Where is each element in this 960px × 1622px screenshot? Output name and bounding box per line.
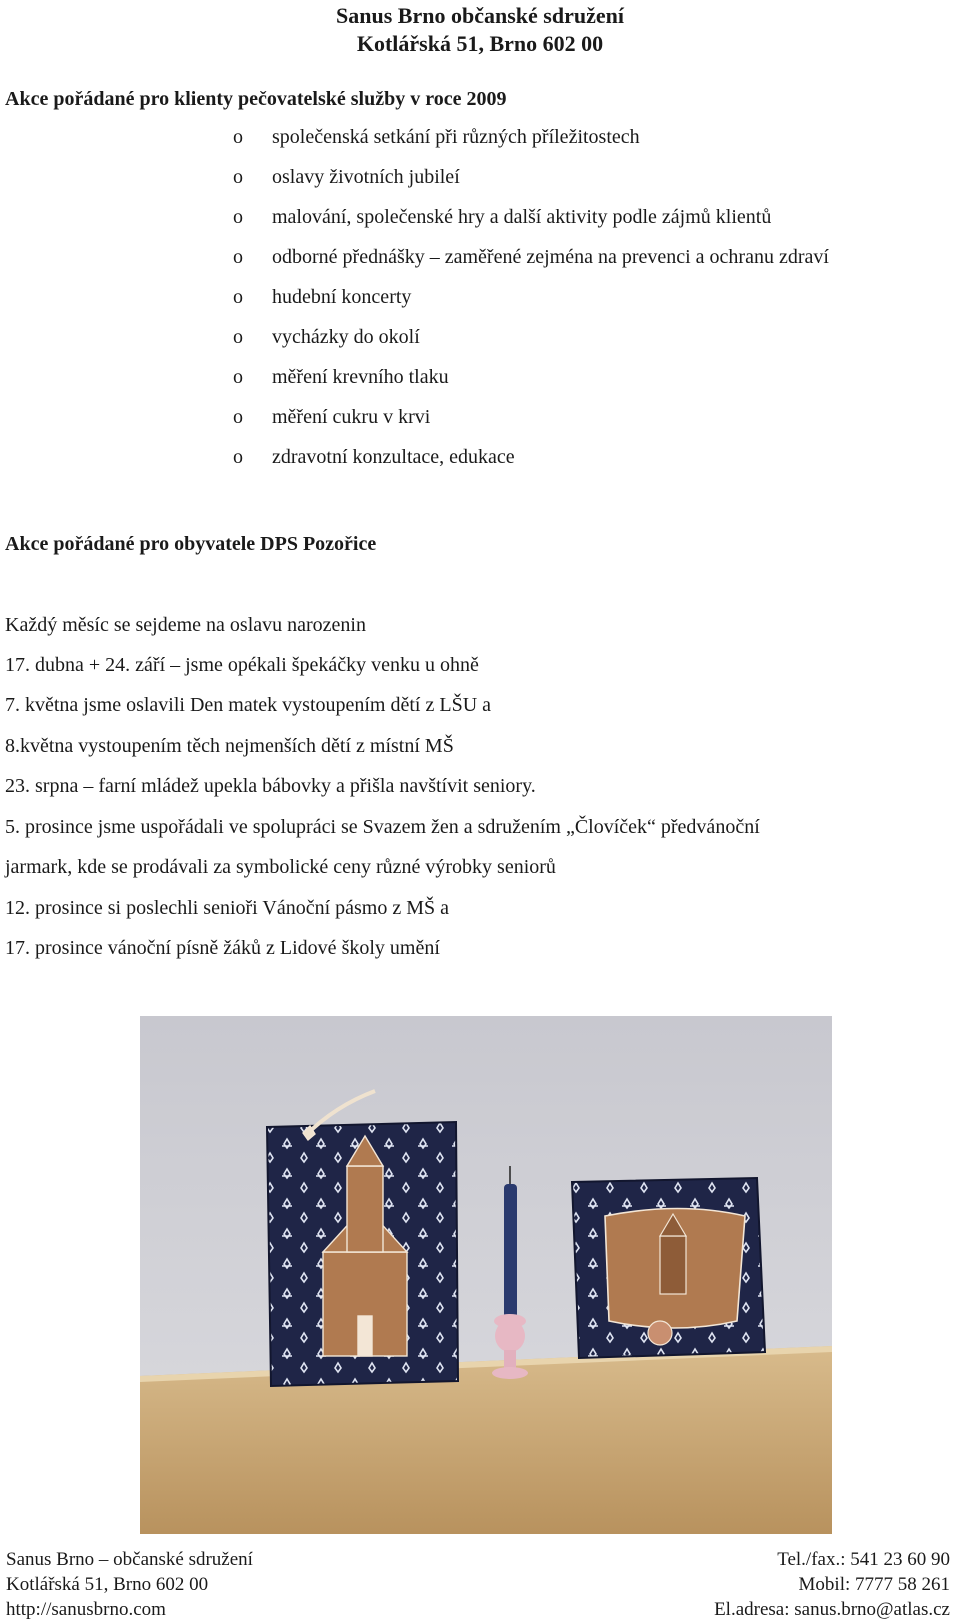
footer-address: Kotlářská 51, Brno 602 00 — [6, 1574, 209, 1595]
paragraph-line: 17. prosince vánoční písně žáků z Lidové školy umění — [5, 937, 440, 959]
photo-illustration — [140, 1016, 832, 1534]
photo-christmas-decorations — [140, 1016, 832, 1534]
bullet: o — [233, 206, 243, 228]
list-item: o zdravotní konzultace, edukace — [233, 446, 515, 468]
footer-mobile: Mobil: 7777 58 261 — [798, 1574, 950, 1595]
bullet: o — [233, 166, 243, 188]
footer-email: El.adresa: sanus.brno@atlas.cz — [714, 1599, 950, 1620]
bullet: o — [233, 246, 243, 268]
list-item: o hudební koncerty — [233, 286, 412, 308]
paragraph-line: 23. srpna – farní mládež upekla bábovky a přišla navštívit seniory. — [5, 775, 536, 797]
paragraph-line: Každý měsíc se sejdeme na oslavu narozenin — [5, 614, 366, 636]
bullet: o — [233, 126, 243, 148]
paragraph-line: 17. dubna + 24. září – jsme opékali špekáčky venku u ohně — [5, 654, 479, 676]
paragraph-line: 5. prosince jsme uspořádali ve spolupráci se Svazem žen a sdružením „Človíček“ předvánoční — [5, 816, 760, 838]
list-item: o měření cukru v krvi — [233, 406, 431, 428]
list-item: o malování, společenské hry a další aktivity podle zájmů klientů — [233, 206, 772, 228]
bullet: o — [233, 326, 243, 348]
section-title-klienti: Akce pořádané pro klienty pečovatelské služby v roce 2009 — [5, 88, 507, 110]
section-title-dps: Akce pořádané pro obyvatele DPS Pozořice — [5, 533, 377, 555]
bullet: o — [233, 446, 243, 468]
paragraph-line: 7. května jsme oslavili Den matek vystoupením dětí z LŠU a — [5, 694, 492, 716]
list-item: o vycházky do okolí — [233, 326, 420, 348]
list-item: o měření krevního tlaku — [233, 366, 449, 388]
list-item: o odborné přednášky – zaměřené zejména na prevenci a ochranu zdraví — [233, 246, 829, 268]
org-address: Kotlářská 51, Brno 602 00 — [356, 31, 604, 56]
paragraph-line: jarmark, kde se prodávali za symbolické ceny různé výrobky seniorů — [5, 856, 556, 878]
footer-org: Sanus Brno – občanské sdružení — [6, 1549, 253, 1570]
org-name: Sanus Brno občanské sdružení — [336, 3, 624, 28]
list-item: o společenská setkání při různých příležitostech — [233, 126, 640, 148]
footer-website: http://sanusbrno.com — [6, 1599, 166, 1620]
list-item: o oslavy životních jubileí — [233, 166, 460, 188]
bullet: o — [233, 366, 243, 388]
paragraph-line: 12. prosince si poslechli senioři Vánoční pásmo z MŠ a — [5, 897, 450, 919]
paragraph-line: 8.května vystoupením těch nejmenších dětí z místní MŠ — [5, 735, 454, 757]
bullet: o — [233, 406, 243, 428]
footer-phone: Tel./fax.: 541 23 60 90 — [777, 1549, 950, 1570]
bullet: o — [233, 286, 243, 308]
